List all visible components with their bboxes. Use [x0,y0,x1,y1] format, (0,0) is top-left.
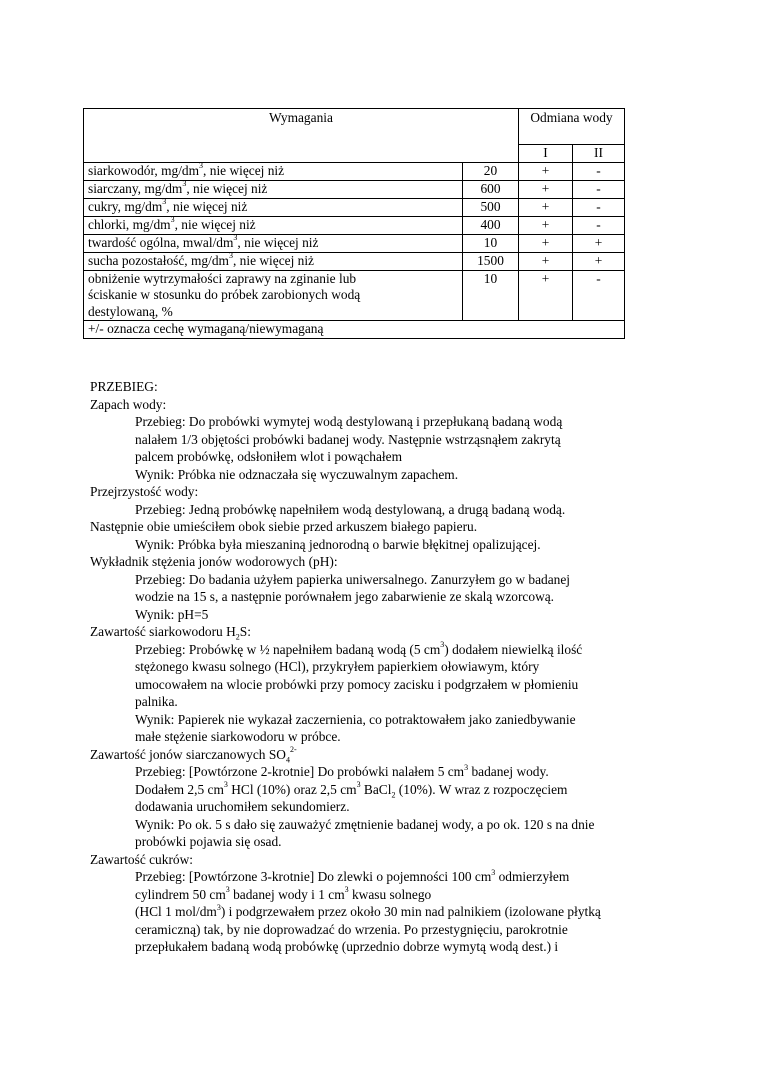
row-i: + [519,234,573,252]
table-row [84,216,625,234]
row-i: + [519,162,573,180]
section-title: Zawartość jonów siarczanowych $SO_4^{2-}$ [90,745,297,765]
paragraph-line: Przebieg: Do probówki wymytej wodą destylowaną i przepłukaną badaną wodą [135,414,563,429]
row-i: + [519,216,573,234]
row-i: + [519,270,573,321]
row-value: 600 [463,180,519,198]
row-label: twardość ogólna, mwal/$dm^3$, nie więcej niż [84,234,463,252]
row-value: 10 [463,270,519,321]
row-ii: - [573,180,625,198]
row-value: 500 [463,198,519,216]
paragraph-line: Przebieg: [Powtórzone 3-krotnie] Do zlewki o pojemności 100 $cm^3$ odmierzyłem [135,867,570,884]
result-line: Wynik: Po ok. 5 s dało się zauważyć zmętnienie badanej wody, a po ok. 120 s na dnie [135,816,595,832]
row-i: + [519,252,573,270]
row-label: chlorki, $mg/dm^3$, nie więcej niż [84,216,463,234]
result-line: Wynik: pH=5 [135,606,209,622]
table-row [84,162,625,180]
paragraph-line: ceramiczną) tak, by nie doprowadzać do wrzenia. Po przestygnięciu, parokrotnie [135,921,568,937]
result-line: Wynik: Próbka nie odznaczała się wyczuwalnym zapachem. [135,466,459,482]
table-row [84,180,625,198]
przebieg-heading: PRZEBIEG: [90,379,158,394]
row-label: siarczany, $mg/dm^3$, nie więcej niż [84,180,463,198]
paragraph-line: nalałem 1/3 objętości probówki badanej wody. Następnie wstrząsnąłem zakrytą [135,431,561,447]
section-title: Wykładnik stężenia jonów wodorowych (pH): [90,554,338,569]
table-row [84,234,625,252]
paragraph-line: Przebieg: Probówkę w ½ napełniłem badaną wodą (5 $cm^3$) dodałem niewielką ilość [135,640,583,657]
row-ii: - [573,162,625,180]
row-value: 400 [463,216,519,234]
row-ii: + [573,234,625,252]
procedure-section [90,378,690,956]
paragraph-line: Przebieg: Jedną probówkę napełniłem wodą destylowaną, a drugą badaną wodą. [135,501,566,517]
header-wymagania: Wymagania [84,109,519,163]
row-ii: + [573,252,625,270]
row-label: siarkowodór, $mg/dm^3$, nie więcej niż [84,162,463,180]
result-line: Wynik: Papierek nie wykazał zaczernienia, co potraktowałem jako zaniedbywanie [135,711,576,727]
row-ii: - [573,198,625,216]
row-value: 20 [463,162,519,180]
row-value: 1500 [463,252,519,270]
header-odmiana: Odmiana wody [519,109,625,145]
result-line: małe stężenie siarkowodoru w próbce. [135,729,341,744]
paragraph-line: Przebieg: Do badania użyłem papierka uniwersalnego. Zanurzyłem go w badanej [135,571,571,587]
row-ii: - [573,270,625,321]
table-note: +/- oznacza cechę wymaganą/niewymaganą [84,321,625,339]
section-title: Zawartość cukrów: [90,851,193,867]
section-title: Zapach wody: [90,396,167,412]
result-line: probówki pojawia się osad. [135,834,282,849]
paragraph-line: Następnie obie umieściłem obok siebie przed arkuszem białego papieru. [90,519,478,534]
row-i: + [519,180,573,198]
row-label: obniżenie wytrzymałości zaprawy na zginanie lub ściskanie w stosunku do próbek zarobionych wodą destylowaną, % [84,270,463,321]
row-label: cukry, $mg/dm^3$, nie więcej niż [84,198,463,216]
paragraph-line: Przebieg: [Powtórzone 2-krotnie] Do probówki nalałem 5 $cm^3$ badanej wody. [135,762,549,779]
row-label: sucha pozostałość, $mg/dm^3$, nie więcej niż [84,252,463,270]
paragraph-line: przepłukałem badaną wodą probówkę (uprzednio dobrze wymytą wodą dest.) i [135,939,559,954]
header-col-ii: II [573,145,625,163]
paragraph-line: umocowałem na wlocie probówki przy pomocy zacisku i podgrzałem w płomieniu [135,676,579,692]
paragraph-line: cylindrem 50 $cm^3$ badanej wody i 1 $cm^3$ kwasu solnego [135,885,432,902]
header-col-i: I [519,145,573,163]
row-i: + [519,198,573,216]
row-ii: - [573,216,625,234]
section-title: Przejrzystość wody: [90,484,199,499]
section-title: Zawartość siarkowodoru $H_2S$: [90,624,251,642]
requirements-table [83,108,625,339]
table-row [84,252,625,270]
paragraph-line: wodzie na 15 s, a następnie porównałem jego zabarwienie ze skalą wzorcową. [135,589,555,604]
row-value: 10 [463,234,519,252]
paragraph-line: (HCl 1 mol/$dm^3$) i podgrzewałem przez około 30 min nad palnikiem (izolowane płytką [135,902,601,919]
paragraph-line: palnika. [135,694,178,709]
table-row [84,198,625,216]
paragraph-line: stężonego kwasu solnego (HCl), przykryłem papierkiem ołowiawym, który [135,659,540,674]
paragraph-line: palcem probówkę, odsłoniłem wlot i powąchałem [135,449,403,464]
paragraph-line: dodawania uruchomiłem sekundomierz. [135,799,350,814]
table-row [84,270,625,321]
paragraph-line: Dodałem 2,5 $cm^3$ HCl (10%) oraz 2,5 $cm^3$ BaCl$_2$ (10%). W wraz z rozpoczęciem [135,780,568,800]
result-line: Wynik: Próbka była mieszaniną jednorodną o barwie błękitnej opalizującej. [135,536,541,552]
